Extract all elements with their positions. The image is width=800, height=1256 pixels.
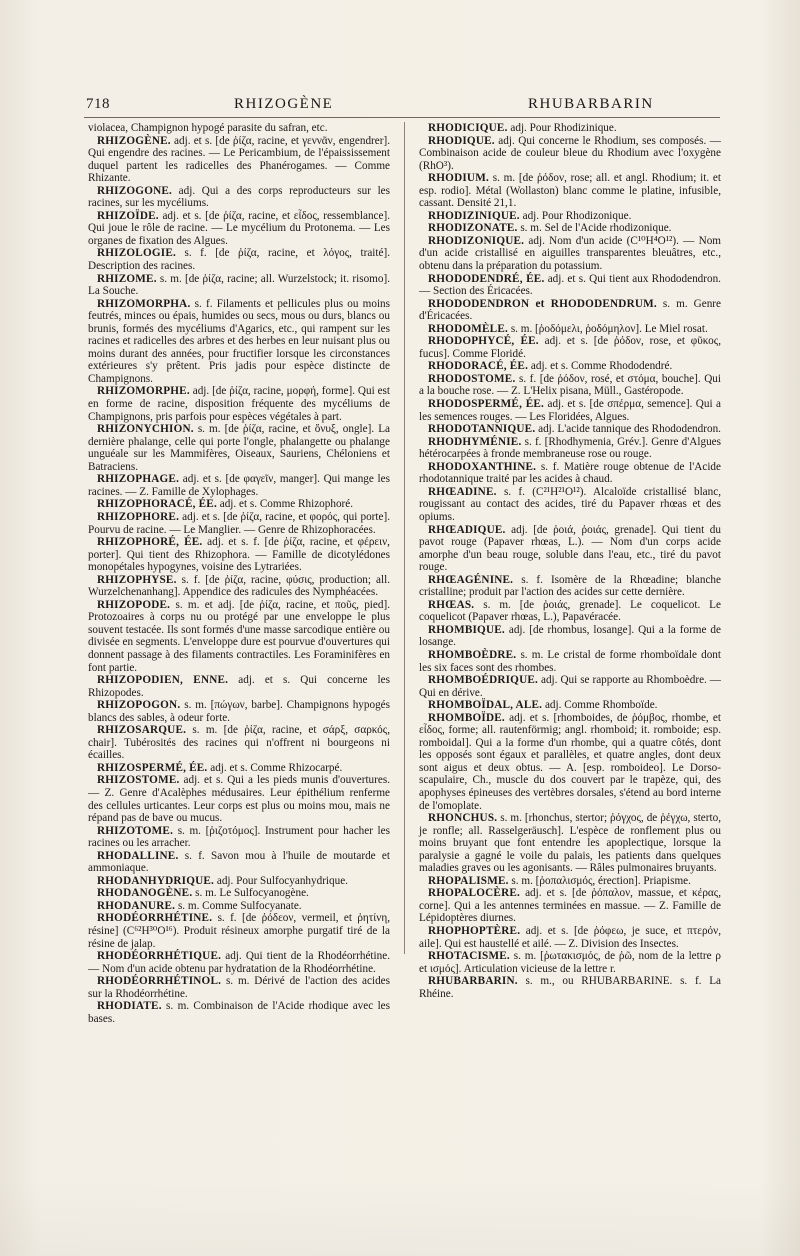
entry-definition: s. f. [de ῥόδον, rosé, et στόμα, bouche]. Qui a la bouche rose. — Z. L'Helix pisana, Müll., Gastéropode. [419, 372, 721, 398]
dictionary-entry [419, 925, 721, 950]
dictionary-entry [419, 486, 721, 524]
right-column [419, 122, 721, 1000]
entry-definition: s. m. [ῥοπαλισμός, érection]. Priapisme. [508, 874, 691, 887]
entry-headword: RHONCHUS. [428, 812, 498, 825]
dictionary-entry [88, 536, 390, 574]
entry-definition: s. m. [rhonchus, stertor; ῥόγχος, de ῥέγχω, sterto, je ronfle; all. Rasselgeräusch]. L'espèce de ronflement plus ou moins bruyant que font entendre les apoplectique, lorsque la paralysie a gagné le voile du palais, les patients dans quelques maladies graves ou les agonisants. — Râles pulmonaires bruyants. [419, 812, 721, 875]
dictionary-entry [88, 599, 390, 674]
dictionary-entry [88, 674, 390, 699]
dictionary-entry [419, 423, 721, 436]
entry-headword: RHIZOMORPHA. [97, 297, 191, 310]
entry-headword: RHIZOME. [97, 272, 157, 285]
entry-headword: RHODÉORRHÉTIQUE. [97, 950, 222, 963]
entry-headword: RHOPHOPTÈRE. [428, 925, 521, 937]
entry-definition: s. m. [πώγων, barbe]. Champignons hypogés blancs des sables, à odeur forte. [88, 699, 390, 724]
dictionary-entry [88, 724, 390, 762]
entry-headword: RHOPALISME. [428, 874, 509, 887]
dictionary-entry [419, 674, 721, 699]
dictionary-entry [88, 1000, 390, 1025]
entry-definition: s. m. [ῥοδόμελι, ῥοδόμηλον]. Le Miel rosat. [508, 322, 708, 335]
entry-definition: s. f. (C²¹H²¹O¹²). Alcaloïde cristallisé blanc, rougissant au contact des acides, tiré du Papaver rhœas et des opiums. [419, 485, 721, 523]
entry-definition: s. m. Sel de l'Acide rhodizonique. [517, 222, 672, 235]
dictionary-entry [88, 185, 390, 210]
dictionary-entry [419, 875, 721, 888]
entry-definition: s. m., ou RHUBARBARINE. s. f. La Rhéine. [419, 975, 721, 1000]
dictionary-entry [419, 298, 721, 323]
entry-definition: adj. et s. Qui tient aux Rhododendron. — Section des Éricacées. [419, 272, 721, 298]
entry-headword: RHODIQUE. [428, 134, 495, 147]
dictionary-entry [88, 774, 390, 824]
entry-headword: RHŒAGÉNINE. [428, 573, 514, 586]
entry-headword: RHIZOPODE. [97, 598, 171, 611]
entry-definition: adj. Pour Rhodizinique. [507, 122, 617, 134]
entry-definition: adj. Pour Rhodizonique. [519, 209, 632, 222]
dictionary-entry [88, 247, 390, 272]
entry-headword: RHODANURE. [97, 899, 176, 912]
entry-definition: s. m. [de ῥίζα, racine; all. Wurzelstock; it. risomo]. La Souche. [88, 272, 390, 298]
entry-headword: RHODIZONIQUE. [428, 234, 525, 247]
entry-definition: adj. Pour Sulfocyanhydrique. [214, 874, 348, 887]
entry-headword: RHOTACISME. [428, 950, 510, 963]
entry-headword: RHODOMÈLE. [428, 322, 509, 335]
dictionary-entry [88, 298, 390, 386]
dictionary-entry [419, 950, 721, 975]
entry-definition: s. m. [ῥωτακισμός, de ῥῶ, nom de la lettre ρ et ισμός]. Articulation vicieuse de la lettre r. [419, 950, 721, 975]
dictionary-entry [88, 825, 390, 850]
dictionary-entry [419, 335, 721, 360]
entry-headword: RHIZOPODIEN, ENNE. [97, 674, 229, 687]
entry-headword: RHIZOGONE. [97, 184, 173, 197]
dictionary-entry [419, 812, 721, 875]
entry-headword: RHODIUM. [428, 172, 489, 185]
entry-definition: s. m. et adj. [de ῥίζα, racine, et ποῦς, pied]. Protozoaires à corps nu ou protégé par une enveloppe le plus souvent testacée. Ils sont formés d'une masse sarcodique entière ou divisée en segments. L'enveloppe dure est pourvue d'ouvertures qui donnent passage à des filaments contractiles. Les Foraminifères en font partie. [88, 598, 390, 674]
entry-headword: RHIZOLOGIE. [97, 247, 176, 260]
entry-definition: s. m. [ῥιζοτόμος]. Instrument pour hacher les racines ou les arracher. [88, 824, 390, 850]
entry-headword: RHIZOTOME. [97, 824, 174, 837]
dictionary-entry [88, 912, 390, 950]
entry-definition: s. m. [de ῥοιάς, grenade]. Le coquelicot. Le coquelicot (Papaver rhœas, L.), Papavéracée. [419, 598, 721, 624]
entry-definition: adj. [de ῥίζα, racine, μορφή, forme]. Qui est en forme de racine, disposition fréquente des mycéliums de Champignons, pris parfois pour espèces végétales à part. [88, 385, 390, 423]
entry-definition: adj. et s. Comme Rhizophoré. [216, 498, 354, 511]
entry-definition: s. m. Le cristal de forme rhomboïdale dont les six faces sont des rhombes. [419, 648, 721, 674]
entry-definition: adj. et s. [de ῥόδον, rose, et φῦκος, fucus]. Comme Floridé. [419, 335, 721, 360]
entry-definition: adj. et s. [rhomboides, de ῥόμβος, rhombe, et εἶδος, forme; all. rautenförmig; angl. rhomboid; it. romboide; esp. romboidal]. Qui a la forme d'un rhombe, qui a quatre côtés, dont les opposés sont égaux et parallèles, et quatre angles, dont deux sont aigus et deux obtus. — A. [esp. romboideo]. Le Dorso-scapulaire, Ch., muscle du dos couvert par le trapèze, qui, des apophyses épineuses des vertèbres dorsales, s'étend au bord interne de l'omoplate. [419, 711, 721, 812]
entry-headword: RHODOPHYCÉ, ÉE. [428, 335, 539, 348]
dictionary-entry [419, 887, 721, 925]
dictionary-entry [419, 222, 721, 235]
entry-definition: adj. et s. Qui concerne les Rhizopodes. [88, 674, 390, 699]
entry-headword: RHIZONYCHION. [97, 423, 194, 436]
dictionary-entry [419, 599, 721, 624]
dictionary-entry [88, 975, 390, 1000]
entry-definition: s. m. Dérivé de l'action des acides sur la Rhodéorrhétine. [88, 975, 390, 1000]
entry-headword: RHIZOSPERMÉ, ÉE. [97, 761, 208, 774]
entry-headword: RHUBARBARIN. [428, 975, 518, 988]
entry-headword: RHOMBOÏDE. [428, 711, 505, 724]
entry-definition: s. m. Comme Sulfocyanate. [175, 899, 302, 912]
entry-headword: RHODÉORRHÉTINE. [97, 912, 213, 925]
dictionary-entry [88, 135, 390, 185]
entry-definition: s. f. [de ῥόδεον, vermeil, et ῥητίνη, résine] (C⁶²H³⁰O¹⁶). Produit résineux amorphe purgatif tiré de la résine de jalap. [88, 912, 390, 950]
entry-headword: RHOMBIQUE. [428, 623, 505, 636]
entry-definition: s. f. Filaments et pellicules plus ou moins feutrés, minces ou épais, humides ou secs, mous ou durs, blancs ou brunis, formés des mycéliums d'Agarics, etc., qui rampent sur les racines et radicelles des arbres et des herbes en leur nuisant plus ou moins durant des années, pour fructifier lorsque les circonstances extérieures s'y prêtent. Pris jadis pour espèce distincte de Champignons. [88, 297, 390, 385]
entry-definition: adj. et s. [de σπέρμα, semence]. Qui a les semences rouges. — Les Floridées, Algues. [419, 398, 721, 423]
entry-headword: RHIZOPHAGE. [97, 473, 180, 486]
entry-definition: s. f. [de ῥίζα, racine, et λόγος, traité]. Description des racines. [88, 247, 390, 273]
dictionary-entry [419, 975, 721, 1000]
dictionary-entry [419, 122, 721, 135]
dictionary-entry [88, 385, 390, 423]
dictionary-entry [88, 273, 390, 298]
entry-definition: s. f. Matière rouge obtenue de l'Acide rhodotannique traité par les acides à chaud. [419, 460, 721, 486]
dictionary-entry [88, 762, 390, 775]
entry-headword: RHIZOPOGON. [97, 699, 181, 712]
entry-headword: RHODICIQUE. [428, 122, 508, 134]
dictionary-entry [88, 574, 390, 599]
entry-headword: RHIZOPHORE. [97, 510, 180, 523]
entry-definition: s. m. Genre d'Éricacées. [419, 297, 722, 323]
entry-definition: violacea, Champignon hypogé parasite du safran, etc. [88, 122, 328, 134]
entry-definition: adj. et s. [de φαγεῖν, manger]. Qui mange les racines. — Z. Famille de Xylophages. [88, 473, 390, 498]
dictionary-entry [419, 649, 721, 674]
entry-headword: RHODOSTOME. [428, 372, 516, 385]
entry-headword: RHODANHYDRIQUE. [97, 874, 215, 887]
entry-headword: RHODORACÉ, ÉE. [428, 360, 529, 373]
dictionary-entry [88, 699, 390, 724]
dictionary-entry [419, 574, 721, 599]
column-divider [404, 122, 405, 954]
entry-headword: RHIZOSTOME. [97, 774, 180, 787]
dictionary-entry [88, 887, 390, 900]
entry-headword: RHODANOGÈNE. [97, 887, 193, 900]
entry-definition: adj. Qui concerne le Rhodium, ses composés. — Combinaison acide de couleur bleue du Rhodium avec l'oxygène (RhO³). [419, 134, 721, 172]
right-guide-word: RHUBARBARIN [528, 96, 654, 112]
entry-headword: RHOPALOCÈRE. [428, 887, 521, 900]
entry-definition: adj. et s. f. [de ῥίζα, racine, et φέρειν, porter]. Qui tient des Rhizophora. — Famille de dicotylédones monopétales hypogynes, voisine des Lytrariées. [88, 536, 390, 574]
entry-definition: adj. Comme Rhomboïde. [542, 699, 658, 712]
entry-definition: adj. Qui se rapporte au Rhomboèdre. — Qui en dérive. [419, 674, 721, 699]
entry-definition: s. m. Le Sulfocyanogène. [192, 887, 309, 900]
entry-headword: RHŒADINE. [428, 485, 497, 498]
entry-definition: adj. et s. [de ῥίζα, racine, et εἶδος, ressemblance]. Qui joue le rôle de racine. — Le mycélium du Protonema. — Les organes de fixation des Algues. [88, 209, 390, 247]
dictionary-entry [419, 273, 721, 298]
header-rule [84, 117, 720, 118]
entry-headword: RHOMBOÉDRIQUE. [428, 674, 539, 687]
dictionary-entry [419, 436, 721, 461]
entry-definition: s. m. Combinaison de l'Acide rhodique avec les bases. [88, 1000, 390, 1025]
entry-headword: RHŒADIQUE. [428, 523, 506, 536]
dictionary-entry [419, 323, 721, 336]
entry-definition: s. f. [de ῥίζα, racine, φύσις, production; all. Wurzelchenanhang]. Appendice des radicules des Nymphéacées. [88, 573, 390, 599]
entry-definition: adj. et s. [de ῥόπαλον, massue, et κέρας, corne]. Qui a les antennes terminées en massue. — Z. Famille de Lépidoptères diurnes. [419, 887, 721, 925]
entry-headword: RHODODENDRON et RHODODENDRUM. [428, 297, 657, 310]
entry-definition: s. m. [de ῥόδον, rose; all. et angl. Rhodium; it. et esp. rodio]. Métal (Wollaston) blanc comme le platine, infusible, cassant. Densité 21,1. [419, 172, 721, 210]
entry-headword: RHODIATE. [97, 1000, 162, 1013]
dictionary-entry [88, 473, 390, 498]
entry-definition: adj. [de ῥοιά, ῥοιάς, grenade]. Qui tient du pavot rouge (Papaver rhœas, L.). — Nom d'un corps acide amorphe d'un beau rouge, soluble dans l'eau, etc., tiré du pavot rouge. [419, 523, 721, 574]
dictionary-entry [88, 511, 390, 536]
dictionary-entry [419, 373, 721, 398]
entry-headword: RHODODENDRÉ, ÉE. [428, 272, 545, 285]
dictionary-entry [419, 398, 721, 423]
dictionary-entry [88, 875, 390, 888]
entry-headword: RHOMBOÈDRE. [428, 648, 517, 661]
dictionary-entry [88, 210, 390, 248]
entry-headword: RHIZOÏDE. [97, 209, 159, 222]
dictionary-entry [419, 235, 721, 273]
entry-definition: s. f. [Rhodhymenia, Grév.]. Genre d'Algues hétérocarpées à fronde membraneuse rose ou rouge. [419, 435, 721, 461]
entry-definition: s. m. [de ῥίζα, racine, et σάρξ, σαρκός, chair]. Tubérosités des racines qui n'offrent ni bourgeons ni écailles. [88, 724, 390, 762]
entry-definition: adj. L'acide tannique des Rhododendron. [535, 423, 721, 436]
entry-headword: RHODÉORRHÉTINOL. [97, 975, 222, 988]
dictionary-entry [88, 498, 390, 511]
entry-headword: RHODIZONATE. [428, 222, 518, 235]
dictionary-entry [419, 172, 721, 210]
running-head [80, 96, 720, 118]
dictionary-entry [419, 712, 721, 812]
entry-headword: RHIZOPHORACÉ, ÉE. [97, 498, 217, 511]
entry-headword: RHIZOMORPHE. [97, 385, 190, 398]
entry-definition: adj. et s. [de ῥίζα, racine, et φορός, qui porte]. Pourvu de racine. — Le Manglier. — Genre de Rhizophoracées. [88, 510, 390, 536]
dictionary-entry [419, 210, 721, 223]
entry-definition: adj. [de rhombus, losange]. Qui a la forme de losange. [419, 623, 721, 649]
entry-headword: RHIZOGÈNE. [97, 134, 171, 147]
entry-definition: adj. et s. Qui a les pieds munis d'ouvertures. — Z. Genre d'Acalèphes médusaires. Leur épithélium renferme des cellules urticantes. Leur corps est plus ou moins mou, mais ne répand pas de bave ou mucus. [88, 774, 390, 825]
entry-definition: adj. Nom d'un acide (C¹⁰H⁴O¹²). — Nom d'un acide cristallisé en aiguilles transparentes bleuâtres, etc., obtenu dans la préparation du potassium. [419, 234, 721, 273]
entry-definition: adj. et s. Comme Rhizocarpé. [207, 761, 343, 774]
entry-headword: RHŒAS. [428, 598, 475, 611]
dictionary-entry [419, 360, 721, 373]
entry-headword: RHODOSPERMÉ, ÉE. [428, 398, 545, 411]
entry-headword: RHIZOPHYSE. [97, 573, 177, 586]
entry-headword: RHIZOSARQUE. [97, 724, 187, 737]
entry-headword: RHODALLINE. [97, 849, 179, 862]
entry-definition: adj. et s. [de ῥίζα, racine, et γεννᾶν, engendrer]. Qui engendre des racines. — Le Pericambium, de l'épaississement duquel partent les radicelles des Phanérogames. — Comme Rhizante. [88, 134, 390, 185]
dictionary-entry [419, 461, 721, 486]
left-column [88, 122, 390, 1025]
entry-headword: RHODHYMÉNIE. [428, 435, 522, 448]
entry-headword: RHODIZINIQUE. [428, 209, 520, 222]
page-bottom-margin [0, 1180, 800, 1256]
entry-definition: adj. Qui tient de la Rhodéorrhétine. — Nom d'un acide obtenu par hydratation de la Rhodéorrhétine. [88, 950, 390, 975]
entry-definition: adj. et s. [de ῥόφεω, je suce, et πτερόν, aile]. Qui est haustellé et ailé. — Z. Division des Insectes. [419, 925, 721, 950]
entry-headword: RHOMBOÏDAL, ALE. [428, 699, 543, 712]
left-guide-word: RHIZOGÈNE [234, 96, 334, 112]
dictionary-entry [419, 624, 721, 649]
entry-definition: s. f. Isomère de la Rhœadine; blanche cristalline; produit par l'action des acides sur cette dernière. [419, 573, 721, 599]
dictionary-entry [88, 950, 390, 975]
entry-definition: adj. Qui a des corps reproducteurs sur les racines, sur les mycéliums. [88, 184, 390, 210]
page-number: 718 [86, 96, 110, 112]
dictionary-entry [88, 122, 390, 135]
dictionary-entry [88, 900, 390, 913]
entry-definition: adj. et s. Comme Rhododendré. [528, 360, 673, 373]
entry-headword: RHIZOPHORÉ, ÉE. [97, 536, 203, 549]
entry-headword: RHODOTANNIQUE. [428, 423, 536, 436]
entry-definition: s. m. [de ῥίζα, racine, et ὄνυξ, ongle]. La dernière phalange, celle qui porte l'ongle, phalangette ou phalange unguéale sur les Mammifères, Oiseaux, Sauriens, Chéloniens et Batraciens. [88, 423, 390, 473]
entry-definition: s. f. Savon mou à l'huile de moutarde et ammoniaque. [88, 849, 390, 875]
dictionary-entry [88, 850, 390, 875]
dictionary-entry [88, 423, 390, 473]
dictionary-entry [419, 524, 721, 574]
dictionary-entry [419, 699, 721, 712]
entry-headword: RHODOXANTHINE. [428, 460, 537, 473]
dictionary-entry [419, 135, 721, 173]
